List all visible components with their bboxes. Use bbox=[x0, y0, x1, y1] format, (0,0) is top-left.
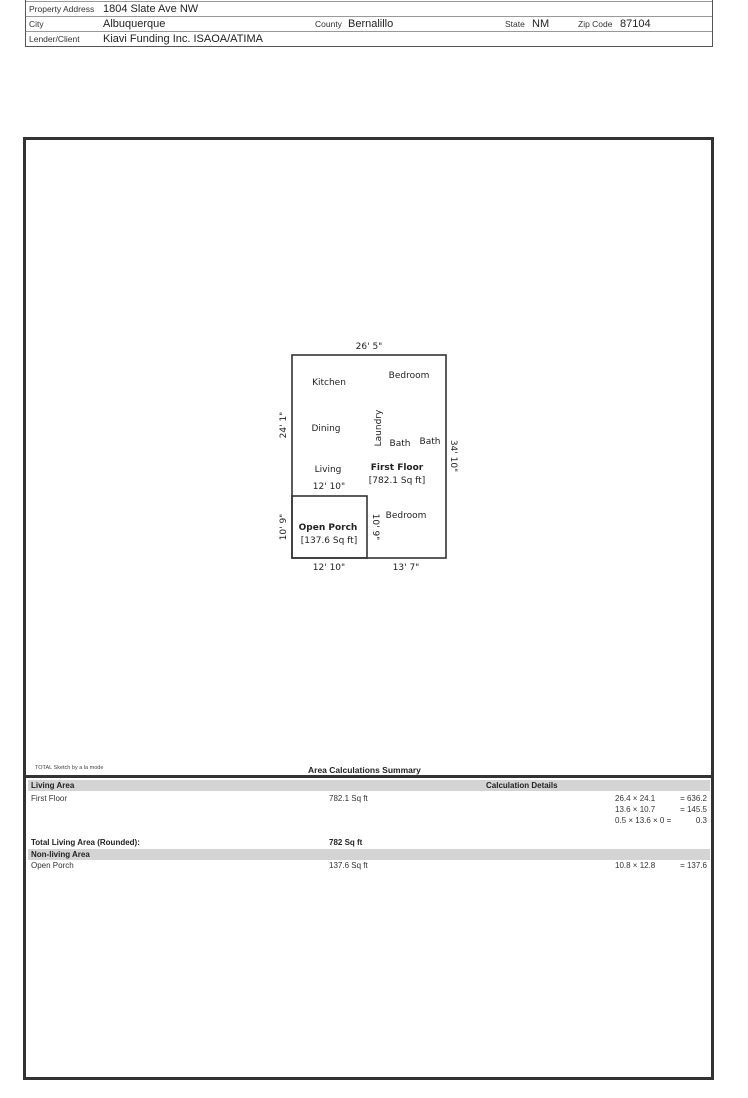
room-living: Living bbox=[314, 465, 342, 475]
state-value: NM bbox=[532, 18, 550, 30]
lender-value: Kiavi Funding Inc. ISAOA/ATIMA bbox=[103, 33, 263, 45]
living-area-heading: Living Area bbox=[31, 781, 75, 790]
dim-bottom-left: 12' 10" bbox=[312, 563, 346, 573]
city-value: Albuquerque bbox=[103, 18, 166, 30]
calc-row bbox=[0, 860, 748, 871]
property-address-value: 1804 Slate Ave NW bbox=[103, 3, 199, 15]
room-bedroom-upper: Bedroom bbox=[388, 371, 430, 381]
open-porch-area: 137.6 Sq ft bbox=[329, 861, 368, 870]
total-living-value: 782 Sq ft bbox=[329, 838, 363, 847]
county-value: Bernalillo bbox=[348, 18, 394, 30]
room-bath-2: Bath bbox=[419, 437, 441, 447]
dim-right: 34' 10" bbox=[448, 439, 458, 473]
non-living-area-band bbox=[28, 849, 710, 860]
room-bedroom-lower: Bedroom bbox=[385, 511, 427, 521]
first-floor-label: First Floor bbox=[31, 794, 67, 803]
total-living-label: Total Living Area (Rounded): bbox=[31, 838, 140, 847]
calc-row bbox=[0, 804, 748, 815]
calc-row bbox=[0, 815, 748, 826]
calc-result: = 636.2 bbox=[680, 794, 707, 803]
lender-label: Lender/Client bbox=[29, 34, 80, 44]
room-kitchen: Kitchen bbox=[312, 378, 346, 388]
calc-result: = 137.6 bbox=[680, 861, 707, 870]
calc-row bbox=[0, 793, 748, 804]
property-address-label: Property Address bbox=[29, 4, 95, 14]
city-label: City bbox=[29, 19, 44, 29]
dim-porch-right: 10' 9" bbox=[370, 513, 380, 541]
state-label: State bbox=[505, 19, 525, 29]
first-floor-area: 782.1 Sq ft bbox=[329, 794, 368, 803]
room-bath-1: Bath bbox=[389, 439, 411, 449]
open-porch-label: Open Porch bbox=[31, 861, 74, 870]
living-area-band bbox=[28, 780, 710, 791]
dim-living-width: 12' 10" bbox=[312, 482, 346, 492]
county-label: County bbox=[315, 19, 342, 29]
calc-details-heading: Calculation Details bbox=[486, 781, 558, 790]
area-first-floor-title: First Floor bbox=[370, 463, 424, 473]
area-first-floor-size: [782.1 Sq ft] bbox=[368, 476, 426, 486]
non-living-heading: Non-living Area bbox=[31, 850, 90, 859]
room-laundry: Laundry bbox=[374, 409, 384, 447]
summary-divider bbox=[26, 775, 711, 778]
calc-expression: 26.4 × 24.1 bbox=[615, 794, 656, 803]
zip-label: Zip Code bbox=[578, 19, 613, 29]
calc-expression: 10.8 × 12.8 bbox=[615, 861, 656, 870]
dim-porch-left: 10' 9" bbox=[279, 513, 289, 541]
dim-top: 26' 5" bbox=[355, 342, 383, 352]
dim-left-upper: 24' 1" bbox=[279, 411, 289, 439]
sketch-credit: TOTAL Sketch by a la mode bbox=[35, 765, 104, 771]
summary-title: Area Calculations Summary bbox=[308, 765, 421, 775]
room-dining: Dining bbox=[311, 424, 341, 434]
zip-value: 87104 bbox=[620, 18, 651, 30]
calc-expression: 13.6 × 10.7 bbox=[615, 805, 656, 814]
calc-result: 0.3 bbox=[695, 816, 707, 825]
calc-result: = 145.5 bbox=[680, 805, 707, 814]
calc-expression: 0.5 × 13.6 × 0 = bbox=[615, 816, 672, 825]
area-open-porch-size: [137.6 Sq ft] bbox=[300, 536, 358, 546]
dim-bottom-right: 13' 7" bbox=[392, 563, 420, 573]
area-open-porch-title: Open Porch bbox=[298, 523, 358, 533]
